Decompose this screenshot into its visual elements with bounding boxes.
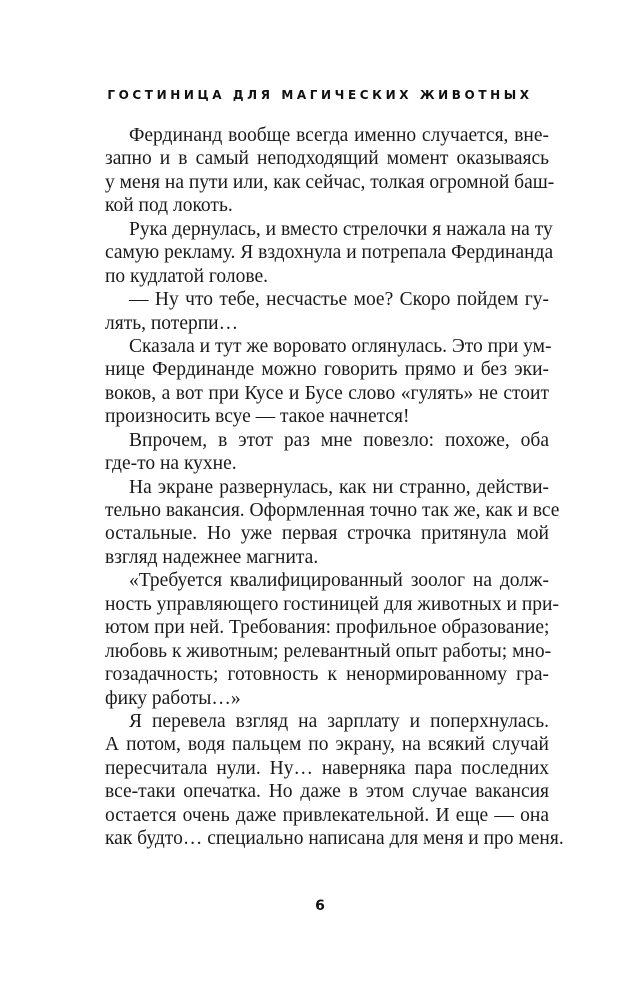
text-line: все-таки опечатка. Но даже в этом случае вакансия bbox=[105, 781, 549, 803]
text-line: кой под локоть. bbox=[105, 195, 233, 217]
text-line: запно и в самый неподходящий момент оказываясь bbox=[105, 148, 549, 170]
text-line: у меня на пути или, как сейчас, толкая огромной баш- bbox=[105, 171, 555, 193]
text-line: Фердинанд вообще всегда именно случается, вне- bbox=[129, 125, 549, 146]
text-line: по кудлатой голове. bbox=[105, 265, 269, 287]
paragraph bbox=[105, 124, 555, 218]
text-line: ность управляющего гостиницей для животных и при- bbox=[105, 593, 559, 615]
paragraph bbox=[105, 710, 564, 851]
page-number: 6 bbox=[315, 898, 325, 914]
text-line: где-то на кухне. bbox=[105, 453, 237, 475]
text-line: Рука дернулась, и вместо стрелочки я нажала на ту bbox=[129, 218, 553, 240]
text-line: остается очень даже привлекательной. И еще — она bbox=[105, 804, 549, 826]
text-line: лять, потерпи… bbox=[105, 312, 239, 334]
text-line: произносить всуе — такое начнется! bbox=[105, 406, 410, 428]
paragraph bbox=[105, 335, 552, 429]
text-line: как будто… специально написана для меня и про меня. bbox=[105, 828, 564, 850]
running-head: ГОСТИНИЦА ДЛЯ МАГИЧЕСКИХ ЖИВОТНЫХ bbox=[107, 88, 533, 102]
text-line: — Ну что тебе, несчастье мое? Скоро пойдем гу- bbox=[129, 289, 549, 311]
text-line: «Требуется квалифицированный зоолог на долж- bbox=[129, 570, 549, 592]
text-line: Впрочем, в этот раз мне повезло: похоже, оба bbox=[129, 429, 549, 451]
text-line: тельно вакансия. Оформленная точно так же, как и все bbox=[105, 500, 560, 521]
paragraph bbox=[105, 218, 554, 288]
text-line: Я перевела взгляд на зарплату и поперхнулась. bbox=[129, 710, 549, 732]
text-line: На экране развернулась, как ни странно, действи- bbox=[129, 476, 549, 498]
paragraph bbox=[105, 476, 560, 570]
text-line: любовь к животным; релевантный опыт работы; мно- bbox=[105, 640, 552, 662]
text-line: нице Фердинанде можно говорить прямо и без эки- bbox=[105, 359, 549, 381]
body-text bbox=[105, 124, 564, 851]
text-line: А потом, водя пальцем по экрану, на всякий случай bbox=[105, 734, 549, 756]
text-line: взгляд надежнее магнита. bbox=[105, 546, 319, 568]
text-line: остальные. Но уже первая строчка притянула мой bbox=[105, 523, 549, 545]
paragraph bbox=[105, 569, 559, 710]
text-line: самую рекламу. Я вздохнула и потрепала Фердинанда bbox=[105, 242, 554, 264]
text-line: ютом при ней. Требования: профильное образование; bbox=[105, 617, 550, 639]
text-line: Сказала и тут же воровато оглянулась. Это при ум- bbox=[129, 335, 552, 357]
paragraph bbox=[105, 429, 549, 476]
paragraph bbox=[105, 288, 549, 335]
text-line: воков, а вот при Кусе и Бусе слово «гулять» не стоит bbox=[105, 382, 549, 404]
text-line: пересчитала нули. Ну… наверняка пара последних bbox=[105, 757, 549, 779]
text-line: гозадачность; готовность к ненормированному гра- bbox=[105, 664, 549, 686]
text-line: фику работы…» bbox=[105, 687, 241, 709]
